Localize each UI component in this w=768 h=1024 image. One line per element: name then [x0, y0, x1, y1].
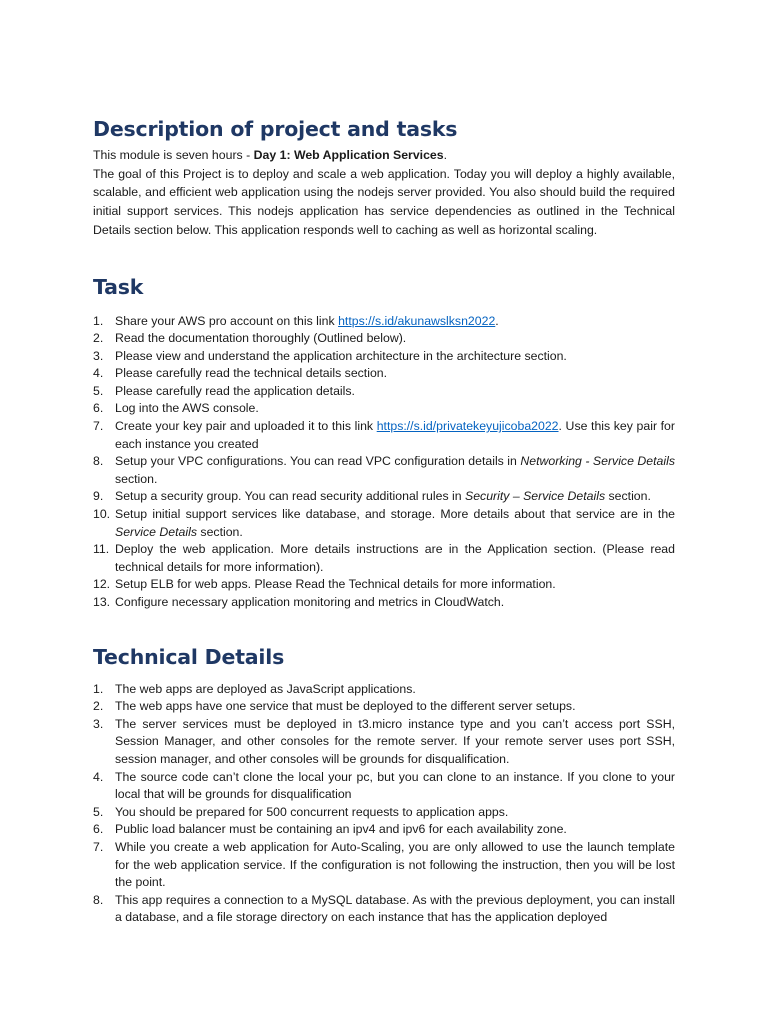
list-item-text: Create your key pair and uploaded it to this link [115, 419, 377, 434]
external-link[interactable]: https://s.id/privatekeyujicoba2022 [376, 419, 559, 434]
technical-details-item [93, 698, 675, 716]
task-list-item [93, 313, 675, 331]
module-intro-end: . [443, 148, 448, 162]
task-list-item [93, 348, 675, 366]
list-number: 7. [93, 419, 104, 434]
external-link[interactable]: https://s.id/akunawslksn2022 [338, 313, 496, 328]
list-item-text-end: section. [605, 489, 651, 504]
list-number: 4. [93, 769, 104, 784]
list-number: 6. [93, 822, 104, 837]
list-item-text: Public load balancer must be containing an ipv4 and ipv6 for each availability zone. [115, 822, 567, 837]
section-heading-technical-details: Technical Details [93, 644, 285, 669]
project-goal-paragraph: The goal of this Project is to deploy and scale a web application. Today you will deploy a highly available, scalable, and efficient web application using the nodejs server provided. You also should build the required initial support services. This nodejs application has service dependencies as outlined in the Technical Details section below. This application responds well to caching as well as horizontal scaling. [93, 166, 675, 237]
list-number: 5. [93, 804, 104, 819]
section-heading-task: Task [93, 274, 144, 299]
list-number: 3. [93, 716, 104, 731]
list-number: 2. [93, 699, 104, 714]
section-heading-description: Description of project and tasks [93, 117, 458, 141]
list-item-text: Please view and understand the application architecture in the architecture section. [115, 348, 567, 363]
list-item-text: This app requires a connection to a MySQL database. As with the previous deployment, you can install a database, and a file storage directory on each instance that has the application deployed [115, 892, 675, 925]
list-number: 10. [93, 507, 111, 522]
section-reference: Service Details [115, 524, 198, 539]
task-list-item [93, 400, 675, 418]
list-number: 4. [93, 366, 104, 381]
list-item-text: The web apps are deployed as JavaScript applications. [115, 681, 416, 696]
module-intro [93, 146, 675, 165]
list-item-text: Deploy the web application. More details instructions are in the Application section. (Please read technical details for more information). [115, 542, 675, 574]
list-number: 12. [93, 577, 111, 592]
list-item-text-end: . Use this key pair for each instance you created [115, 419, 675, 451]
list-item-text: You should be prepared for 500 concurrent requests to application apps. [115, 804, 509, 819]
list-item-text: The source code can’t clone the local your pc, but you can clone to an instance. If you clone to your local that will be grounds for disqualification [115, 769, 675, 802]
task-list-item [93, 383, 675, 401]
task-list-item [93, 594, 675, 612]
list-item-text: Please carefully read the technical details section. [115, 366, 388, 381]
list-number: 8. [93, 892, 104, 907]
list-item-text: Setup a security group. You can read security additional rules in [115, 489, 465, 504]
section-reference: Security – Service Details [465, 489, 606, 504]
list-number: 9. [93, 489, 104, 504]
task-list-item [93, 365, 675, 383]
task-list-item [93, 453, 675, 488]
list-item-text-end: section. [197, 524, 243, 539]
list-item-text: Setup initial support services like database, and storage. More details about that service are in the [115, 507, 675, 522]
list-number: 6. [93, 401, 104, 416]
technical-details-item [93, 716, 675, 769]
list-item-text-end: . [495, 313, 499, 328]
list-item-text: Read the documentation thoroughly (Outlined below). [115, 331, 407, 346]
technical-details-item [93, 821, 675, 839]
module-day-title: Day 1: Web Application Services [253, 148, 444, 162]
list-item-text: The web apps have one service that must be deployed to the different server setups. [115, 699, 576, 714]
task-list-item [93, 506, 675, 541]
task-list-item [93, 576, 675, 594]
section-reference: Networking - Service Details [520, 454, 675, 469]
list-number: 2. [93, 331, 104, 346]
task-list-item [93, 541, 675, 576]
list-item-text: Configure necessary application monitoring and metrics in CloudWatch. [115, 595, 505, 610]
list-number: 7. [93, 839, 104, 854]
technical-details-item [93, 681, 675, 699]
task-list [93, 313, 675, 612]
technical-details-item [93, 804, 675, 822]
technical-details-item [93, 839, 675, 892]
list-item-text: Please carefully read the application details. [115, 383, 355, 398]
list-item-text: Setup ELB for web apps. Please Read the Technical details for more information. [115, 577, 556, 592]
list-number: 1. [93, 681, 104, 696]
list-number: 11. [93, 542, 110, 557]
list-number: 1. [93, 313, 104, 328]
list-number: 3. [93, 348, 104, 363]
task-list-item [93, 488, 675, 506]
list-item-text: Log into the AWS console. [115, 401, 259, 416]
list-item-text: Share your AWS pro account on this link [115, 313, 339, 328]
list-number: 5. [93, 383, 104, 398]
technical-details-item [93, 892, 675, 927]
module-intro-text: This module is seven hours - [93, 148, 254, 162]
list-item-text-end: section. [115, 471, 158, 486]
list-number: 13. [93, 595, 111, 610]
list-item-text: The server services must be deployed in t3.micro instance type and you can’t access port SSH, Session Manager, and other consoles for the remote server. If your remote server uses port SSH, session manager, and other consoles will be grounds for disqualification. [115, 716, 675, 766]
list-item-text: Setup your VPC configurations. You can read VPC configuration details in [115, 454, 521, 469]
technical-details-list [93, 681, 675, 927]
task-list-item [93, 418, 675, 453]
task-list-item [93, 330, 675, 348]
technical-details-item [93, 769, 675, 804]
list-item-text: While you create a web application for Auto-Scaling, you are only allowed to use the launch template for the web application service. If the configuration is not following the instruction, then you will be lost the point. [115, 839, 675, 890]
document-page [93, 110, 675, 927]
list-number: 8. [93, 454, 104, 469]
